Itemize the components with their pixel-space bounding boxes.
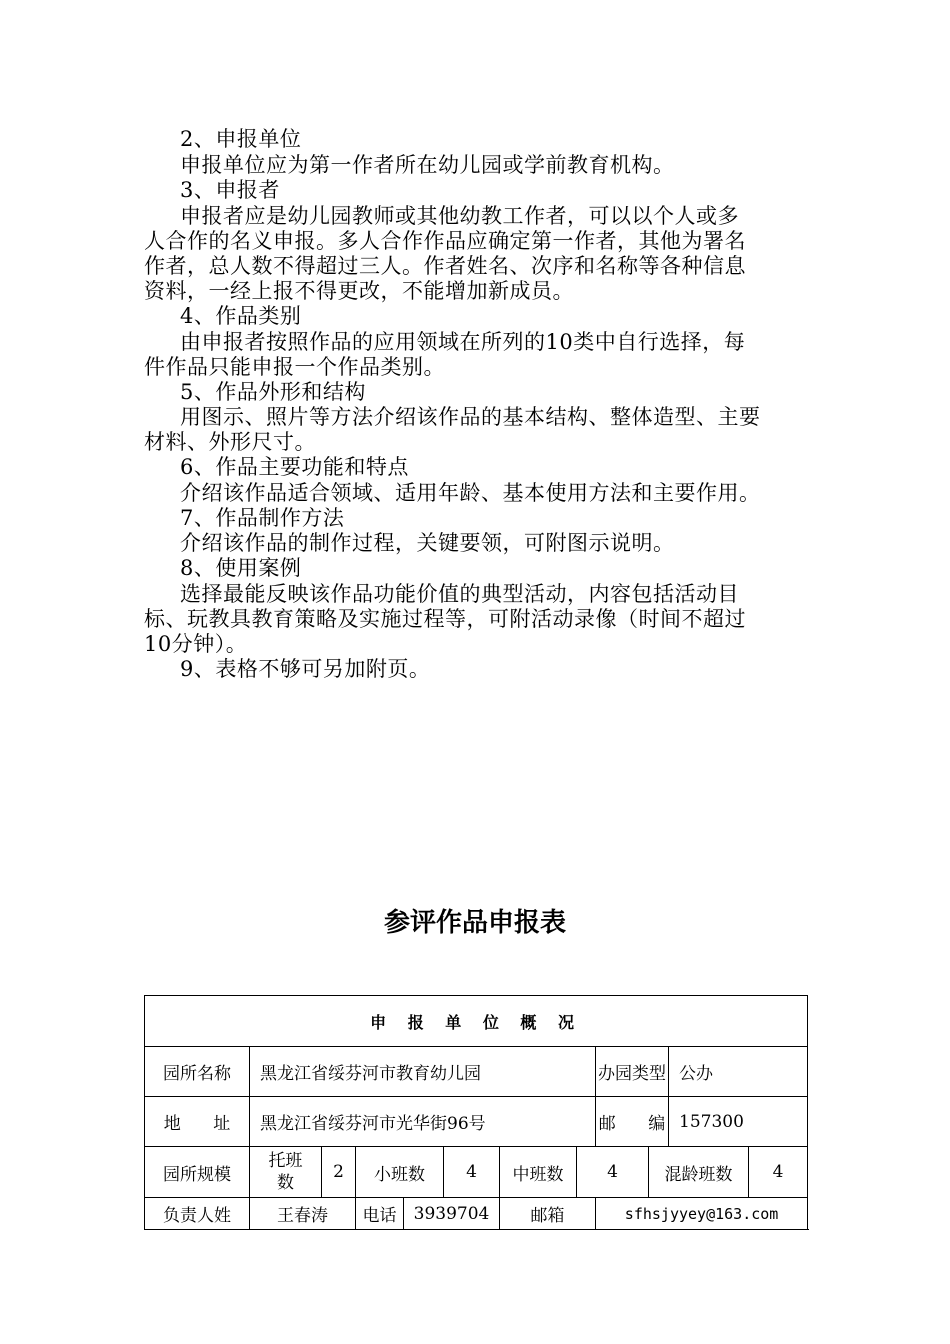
small-value: 4 — [444, 1147, 500, 1198]
note-text: 介绍该作品适合领域、适用年龄、基本使用方法和主要作用。 — [180, 481, 761, 505]
middle-label: 中班数 — [500, 1147, 577, 1198]
nursery-value: 2 — [322, 1147, 356, 1198]
phone-value: 3939704 — [404, 1198, 500, 1230]
section-header: 申 报 单 位 概 况 — [145, 996, 808, 1047]
note-text: 申报者应是幼儿园教师或其他幼教工作者，可以以个人或多 — [180, 204, 739, 228]
note-heading-5: 5、作品外形和结构 — [180, 380, 366, 404]
note-text: 件作品只能申报一个作品类别。 — [144, 355, 445, 379]
kindergarten-name-label: 园所名称 — [145, 1047, 250, 1097]
note-text: 资料，一经上报不得更改，不能增加新成员。 — [144, 279, 574, 303]
note-text: 介绍该作品的制作过程，关键要领，可附图示说明。 — [180, 531, 675, 555]
middle-value: 4 — [577, 1147, 649, 1198]
kindergarten-name-value: 黑龙江省绥芬河市教育幼儿园 — [250, 1047, 596, 1097]
note-text: 材料、外形尺寸。 — [144, 430, 316, 454]
nursery-label: 托班数 — [250, 1147, 322, 1198]
mixed-label: 混龄班数 — [649, 1147, 749, 1198]
note-heading-7: 7、作品制作方法 — [180, 506, 345, 530]
note-heading-3: 3、申报者 — [180, 178, 280, 202]
note-heading-2: 2、申报单位 — [180, 127, 302, 151]
note-heading-8: 8、使用案例 — [180, 556, 302, 580]
email-label: 邮箱 — [500, 1198, 596, 1230]
small-label: 小班数 — [356, 1147, 444, 1198]
note-text: 由申报者按照作品的应用领域在所列的10类中自行选择，每 — [180, 330, 746, 354]
table-row — [145, 996, 808, 1047]
table-row — [145, 1047, 808, 1097]
postcode-label: 邮 编 — [596, 1097, 669, 1147]
postcode-value: 157300 — [669, 1097, 808, 1147]
scale-label: 园所规模 — [145, 1147, 250, 1198]
note-heading-4: 4、作品类别 — [180, 304, 302, 328]
phone-label: 电话 — [356, 1198, 404, 1230]
address-label: 地 址 — [145, 1097, 250, 1147]
type-label: 办园类型 — [596, 1047, 669, 1097]
mixed-value: 4 — [749, 1147, 808, 1198]
table-row — [145, 1147, 808, 1198]
form-title: 参评作品申报表 — [383, 908, 566, 938]
application-table — [144, 995, 808, 1230]
note-text: 用图示、照片等方法介绍该作品的基本结构、整体造型、主要 — [180, 405, 761, 429]
head-value: 王春涛 — [250, 1198, 356, 1230]
address-value: 黑龙江省绥芬河市光华街96号 — [250, 1097, 596, 1147]
note-text: 申报单位应为第一作者所在幼儿园或学前教育机构。 — [180, 153, 675, 177]
note-text: 10分钟）。 — [144, 632, 248, 656]
email-value: sfhsjyyey@163.com — [596, 1198, 808, 1230]
note-text: 作者，总人数不得超过三人。作者姓名、次序和名称等各种信息 — [144, 254, 746, 278]
note-text: 人合作的名义申报。多人合作作品应确定第一作者，其他为署名 — [144, 229, 746, 253]
note-text: 标、玩教具教育策略及实施过程等，可附活动录像（时间不超过 — [144, 607, 746, 631]
note-text: 选择最能反映该作品功能价值的典型活动，内容包括活动目 — [180, 582, 739, 606]
type-value: 公办 — [669, 1047, 808, 1097]
table-row — [145, 1097, 808, 1147]
note-heading-6: 6、作品主要功能和特点 — [180, 455, 409, 479]
note-heading-9: 9、表格不够可另加附页。 — [180, 657, 431, 681]
table-row — [145, 1198, 808, 1230]
head-label: 负责人姓 — [145, 1198, 250, 1230]
